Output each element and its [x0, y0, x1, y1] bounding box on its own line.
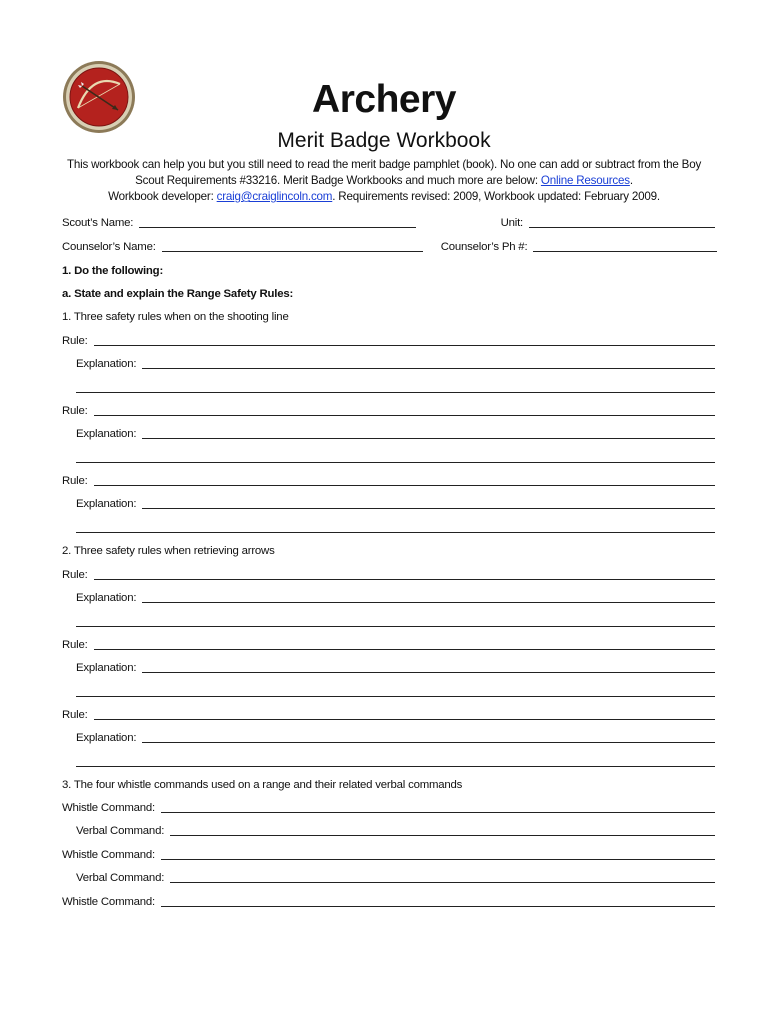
- whistle-command-3-field[interactable]: [161, 905, 715, 907]
- intro-line-2-end: .: [629, 174, 633, 187]
- unit-field[interactable]: [529, 226, 715, 228]
- q2-rule-2-field[interactable]: [94, 648, 715, 650]
- q2-explanation-1-row: [76, 589, 715, 605]
- verbal-command-1-row: [76, 822, 715, 838]
- rule-label: Rule:: [62, 569, 88, 581]
- rule-label: Rule:: [62, 639, 88, 651]
- question-2-text: 2. Three safety rules when retrieving arrows: [62, 545, 275, 557]
- question-1-text: 1. Three safety rules when on the shooting line: [62, 311, 289, 323]
- whistle-command-1-row: [62, 799, 715, 815]
- q1-explanation-2-row: [76, 425, 715, 441]
- counselor-phone-label: Counselor’s Ph #:: [440, 241, 528, 253]
- counselor-name-label: Counselor’s Name:: [62, 241, 156, 253]
- question-3-heading: [62, 776, 715, 792]
- verbal-command-label: Verbal Command:: [76, 872, 165, 884]
- q2-rule-3-field[interactable]: [94, 718, 715, 720]
- counselor-phone-field[interactable]: [533, 250, 717, 252]
- scout-name-field[interactable]: [139, 226, 416, 228]
- explanation-label: Explanation:: [76, 592, 137, 604]
- intro-text: [60, 157, 708, 205]
- explanation-label: Explanation:: [76, 662, 137, 674]
- q1-explanation-2-field[interactable]: [142, 437, 715, 439]
- whistle-command-label: Whistle Command:: [62, 896, 156, 908]
- verbal-command-1-field[interactable]: [170, 834, 715, 836]
- online-resources-link[interactable]: Online Resources: [540, 174, 630, 187]
- question-2-heading: [62, 542, 715, 558]
- whistle-command-2-row: [62, 846, 715, 862]
- explanation-label: Explanation:: [76, 428, 137, 440]
- q1-rule-1-row: [62, 332, 715, 348]
- q2-rule-1-row: [62, 566, 715, 582]
- intro-line-2-text: Scout Requirements #33216. Merit Badge Workbooks and much more are below:: [135, 174, 541, 187]
- q1-explanation-1-row: [76, 355, 715, 371]
- q1-explanation-3-row: [76, 495, 715, 511]
- requirement-1a-heading: [62, 285, 715, 301]
- rule-label: Rule:: [62, 405, 88, 417]
- q2-rule-2-row: [62, 636, 715, 652]
- scout-unit-row: [62, 214, 715, 230]
- q2-rule-3-row: [62, 706, 715, 722]
- whistle-command-label: Whistle Command:: [62, 802, 156, 814]
- whistle-command-1-field[interactable]: [161, 811, 715, 813]
- q1-explanation-1-field[interactable]: [142, 367, 715, 369]
- verbal-command-2-row: [76, 869, 715, 885]
- q2-explanation-3-row: [76, 729, 715, 745]
- verbal-command-label: Verbal Command:: [76, 825, 165, 837]
- explanation-label: Explanation:: [76, 732, 137, 744]
- question-1-heading: [62, 308, 715, 324]
- q1-explanation-1-continuation[interactable]: [76, 378, 715, 393]
- q2-explanation-2-field[interactable]: [142, 671, 715, 673]
- page-title: Archery: [312, 78, 456, 121]
- explanation-label: Explanation:: [76, 358, 137, 370]
- q1-explanation-3-continuation[interactable]: [76, 518, 715, 533]
- q2-explanation-2-continuation[interactable]: [76, 682, 715, 697]
- q2-rule-1-field[interactable]: [94, 578, 715, 580]
- q1-explanation-3-field[interactable]: [142, 507, 715, 509]
- q1-rule-2-row: [62, 402, 715, 418]
- developer-prefix: Workbook developer:: [108, 190, 217, 203]
- q2-explanation-2-row: [76, 659, 715, 675]
- q1-rule-3-row: [62, 472, 715, 488]
- q2-explanation-3-continuation[interactable]: [76, 752, 715, 767]
- intro-line-2: [60, 173, 708, 189]
- whistle-command-2-field[interactable]: [161, 858, 715, 860]
- rule-label: Rule:: [62, 335, 88, 347]
- q1-explanation-2-continuation[interactable]: [76, 448, 715, 463]
- q1-rule-2-field[interactable]: [94, 414, 715, 416]
- developer-suffix: . Requirements revised: 2009, Workbook updated: February 2009.: [332, 190, 660, 203]
- requirement-1a-text: a. State and explain the Range Safety Rules:: [62, 288, 294, 300]
- q2-explanation-1-field[interactable]: [142, 601, 715, 603]
- counselor-name-field[interactable]: [162, 250, 423, 252]
- q1-rule-3-field[interactable]: [94, 484, 715, 486]
- unit-label: Unit:: [500, 217, 523, 229]
- q2-explanation-3-field[interactable]: [142, 741, 715, 743]
- intro-line-1: This workbook can help you but you still need to read the merit badge pamphlet (book). No one can add or subtract from the Boy: [66, 158, 702, 171]
- explanation-label: Explanation:: [76, 498, 137, 510]
- whistle-command-3-row: [62, 893, 715, 909]
- developer-email-link[interactable]: craig@craiglincoln.com: [216, 190, 333, 203]
- page-subtitle: Merit Badge Workbook: [277, 129, 491, 152]
- scout-name-label: Scout’s Name:: [62, 217, 134, 229]
- q2-explanation-1-continuation[interactable]: [76, 612, 715, 627]
- developer-line: [60, 189, 708, 205]
- q1-rule-1-field[interactable]: [94, 344, 715, 346]
- rule-label: Rule:: [62, 475, 88, 487]
- question-3-text: 3. The four whistle commands used on a range and their related verbal commands: [62, 779, 463, 791]
- whistle-command-label: Whistle Command:: [62, 849, 156, 861]
- requirement-1-text: 1. Do the following:: [62, 265, 164, 277]
- requirement-1-heading: [62, 262, 715, 278]
- rule-label: Rule:: [62, 709, 88, 721]
- verbal-command-2-field[interactable]: [170, 881, 715, 883]
- counselor-row: [62, 238, 715, 254]
